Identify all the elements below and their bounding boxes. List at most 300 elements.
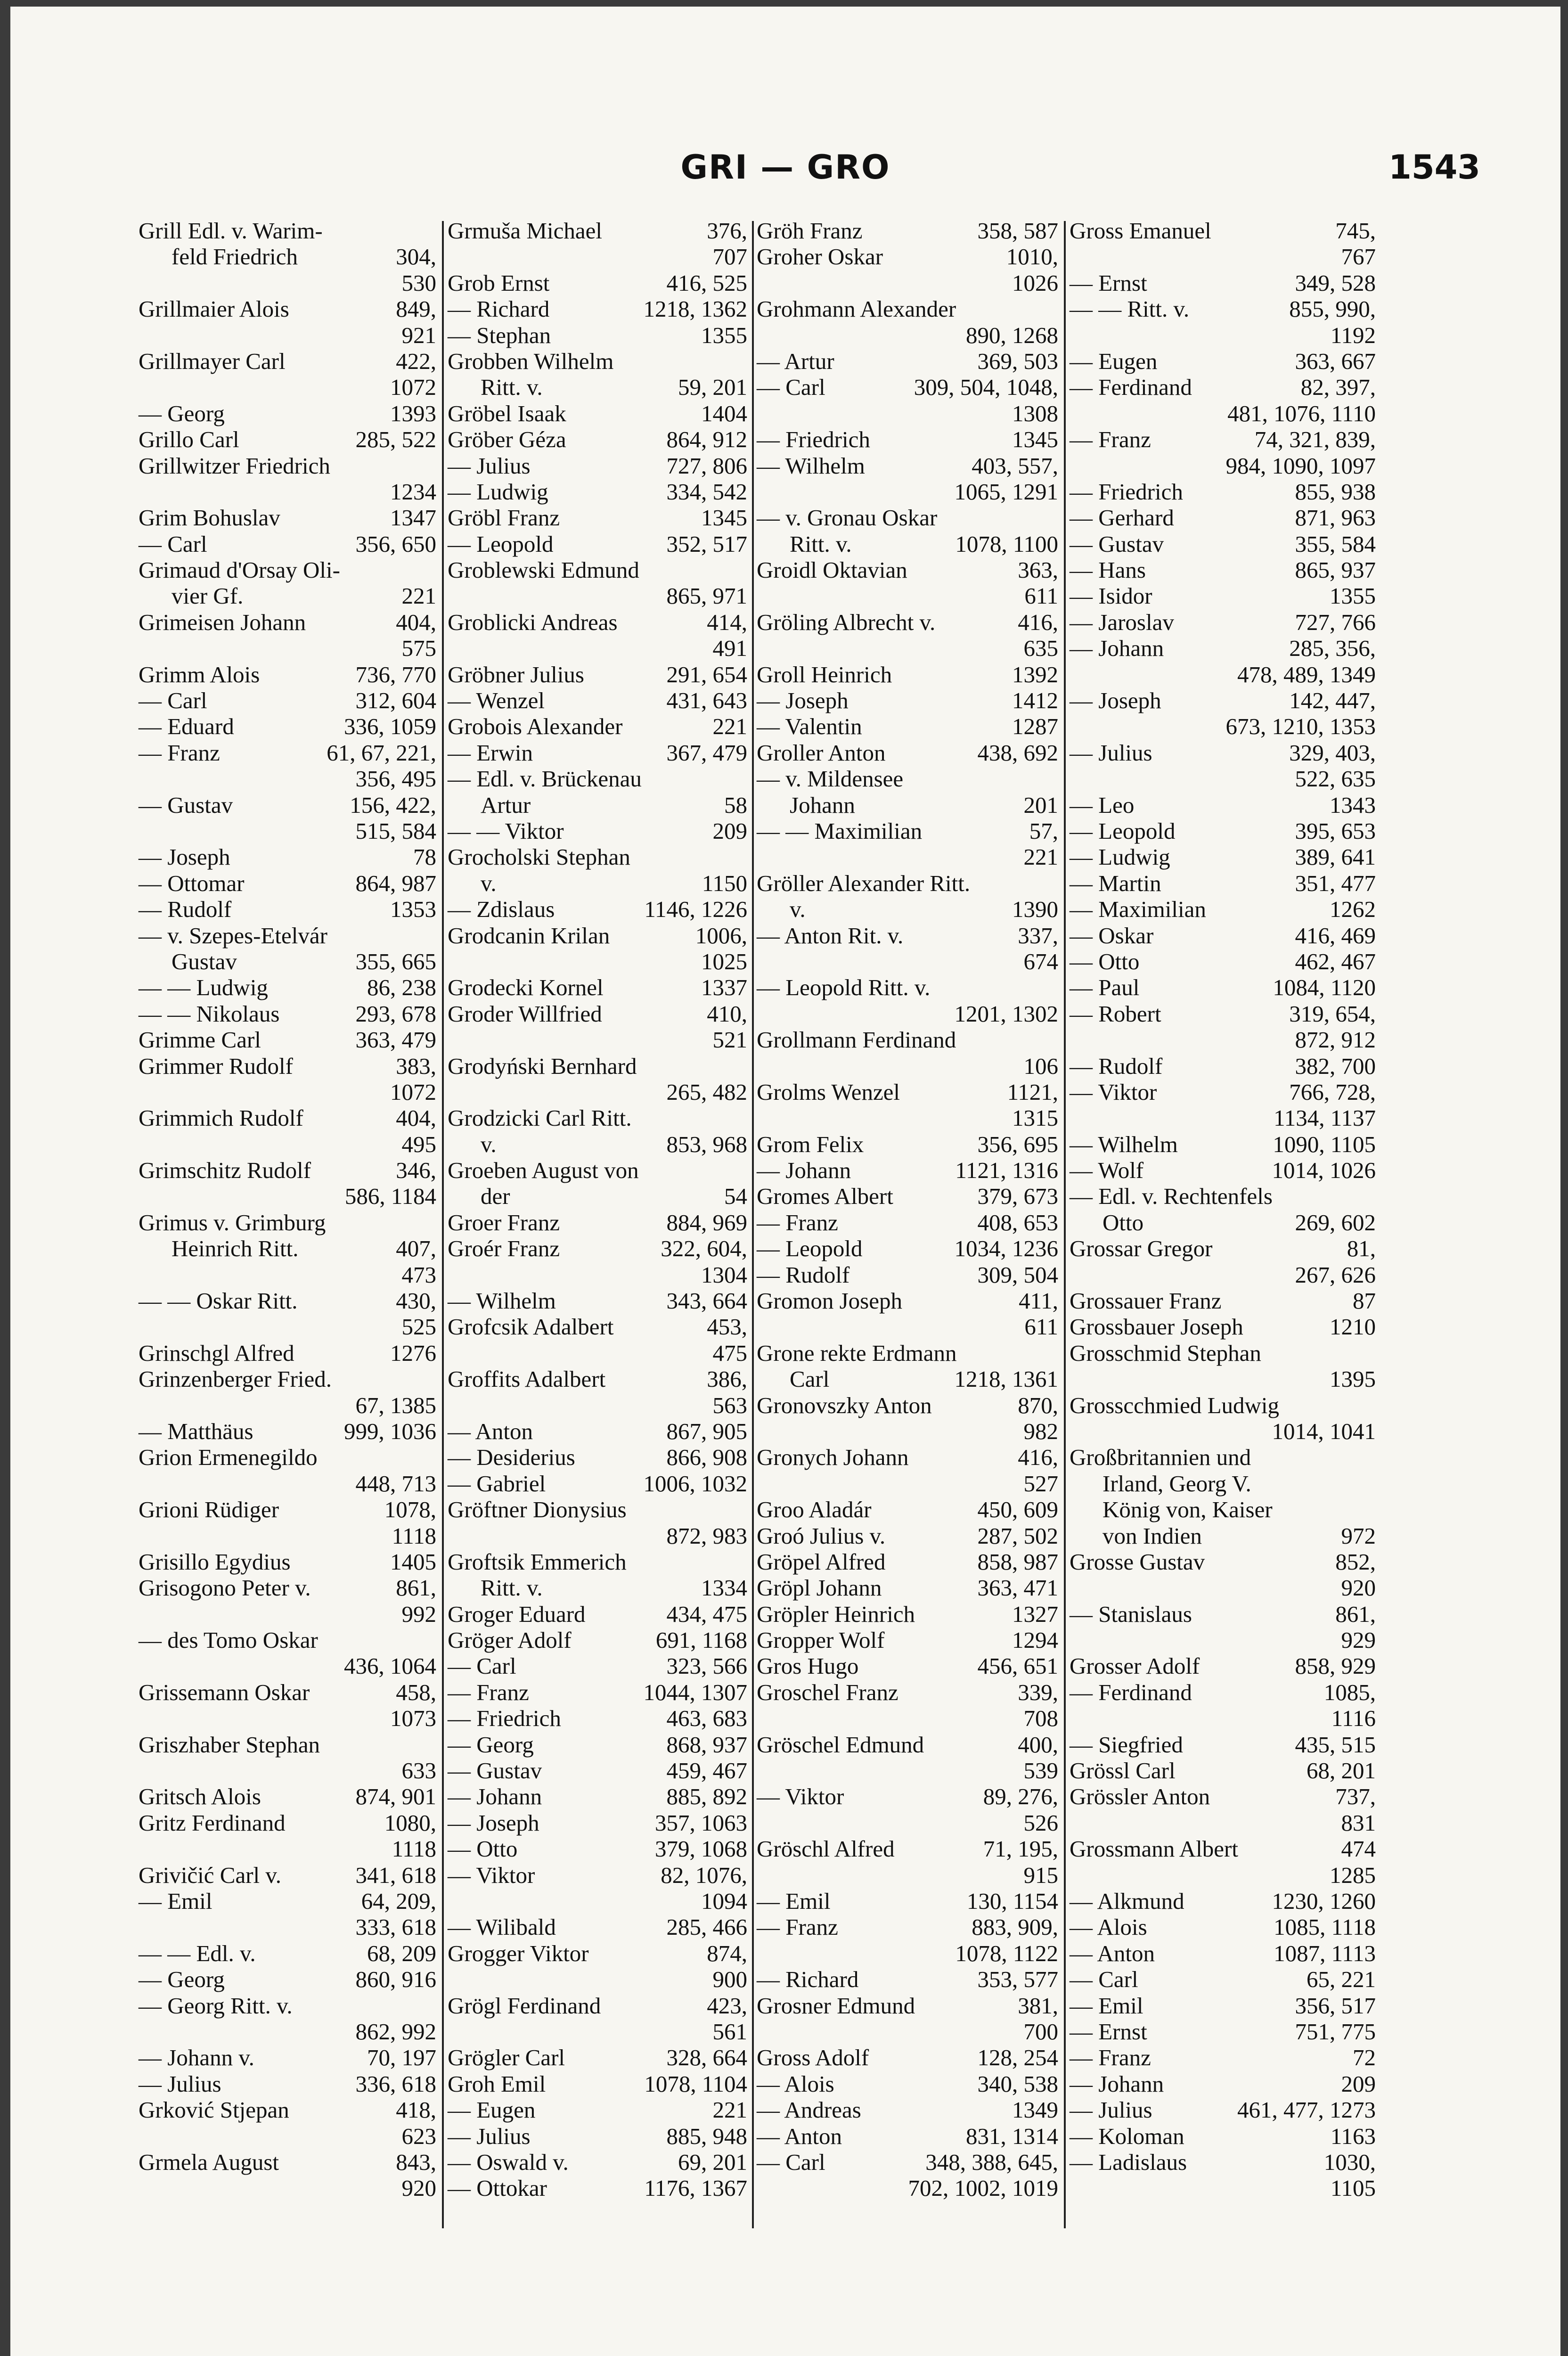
index-entry bbox=[139, 1418, 436, 1444]
entry-name: Grossauer Franz bbox=[1070, 1288, 1222, 1314]
entry-pages: 389, 641 bbox=[1295, 844, 1376, 870]
index-entry bbox=[757, 296, 1058, 322]
index-entry bbox=[139, 974, 436, 1000]
entry-name: König von, Kaiser bbox=[1102, 1497, 1273, 1523]
entry-name: Grolms Wenzel bbox=[757, 1079, 900, 1105]
index-entry bbox=[757, 2045, 1058, 2070]
entry-name: — Oswald v. bbox=[448, 2149, 569, 2175]
entry-name: Gromes Albert bbox=[757, 1183, 893, 1210]
index-entry bbox=[757, 1732, 1058, 1758]
entry-pages: 312, 604 bbox=[355, 687, 436, 714]
entry-pages: 357, 1063 bbox=[655, 1809, 747, 1836]
entry-pages: 386, bbox=[707, 1366, 747, 1392]
entry-name: — — Maximilian bbox=[757, 818, 923, 844]
index-entry bbox=[757, 1314, 1058, 1340]
entry-name: — Rudolf bbox=[139, 896, 232, 923]
entry-name: — — Viktor bbox=[448, 818, 564, 844]
index-entry bbox=[1070, 870, 1376, 896]
index-entry bbox=[139, 1549, 436, 1575]
index-entry bbox=[757, 2097, 1058, 2123]
entry-name: — v. Gronau Oskar bbox=[757, 505, 938, 531]
index-entry bbox=[1070, 923, 1376, 949]
index-entry bbox=[757, 740, 1058, 766]
entry-name: — Eugen bbox=[1070, 348, 1158, 374]
index-entry bbox=[139, 1053, 436, 1079]
entry-name: Groidl Oktavian bbox=[757, 557, 907, 583]
index-entry bbox=[1070, 531, 1376, 557]
index-entry bbox=[1070, 1653, 1376, 1679]
entry-name: — Leopold Ritt. v. bbox=[757, 974, 931, 1001]
entry-pages: 872, 912 bbox=[1295, 1027, 1376, 1053]
entry-pages: 855, 990, bbox=[1289, 296, 1376, 322]
entry-pages: 70, 197 bbox=[367, 2045, 436, 2071]
entry-name: Groller Anton bbox=[757, 739, 886, 766]
entry-pages: 221 bbox=[1023, 844, 1058, 870]
entry-pages: 868, 937 bbox=[666, 1731, 747, 1758]
index-entry bbox=[1070, 1966, 1376, 1992]
index-entry bbox=[448, 792, 747, 818]
entry-pages: 221 bbox=[712, 713, 747, 740]
index-entry bbox=[757, 1288, 1058, 1314]
entry-pages: 1192 bbox=[1330, 322, 1376, 348]
index-entry bbox=[757, 531, 1058, 557]
entry-pages: 221 bbox=[712, 2097, 747, 2123]
index-entry bbox=[1070, 1523, 1376, 1549]
index-entry bbox=[1070, 1862, 1376, 1888]
entry-pages: 561 bbox=[712, 2018, 747, 2045]
entry-pages: 1078, 1104 bbox=[644, 2070, 747, 2097]
index-entry bbox=[1070, 1836, 1376, 1862]
entry-name: Gröbl Franz bbox=[448, 505, 560, 531]
entry-pages: 87 bbox=[1353, 1288, 1376, 1314]
index-entry bbox=[139, 1575, 436, 1601]
index-entry bbox=[757, 1940, 1058, 1966]
entry-pages: 920 bbox=[1341, 1575, 1376, 1601]
entry-name: Ritt. v. bbox=[790, 531, 852, 557]
entry-pages: 349, 528 bbox=[1295, 270, 1376, 296]
entry-pages: 700 bbox=[1023, 2018, 1058, 2045]
index-entry bbox=[1070, 2149, 1376, 2175]
index-entry bbox=[757, 844, 1058, 870]
entry-name: — — Edl. v. bbox=[139, 1940, 256, 1966]
entry-name: v. bbox=[790, 896, 806, 923]
entry-pages: 438, 692 bbox=[977, 739, 1058, 766]
entry-name: — Desiderius bbox=[448, 1444, 575, 1471]
entry-name: — Friedrich bbox=[757, 426, 870, 453]
index-entry bbox=[1070, 1914, 1376, 1940]
index-entry bbox=[1070, 949, 1376, 974]
index-entry bbox=[139, 2123, 436, 2149]
entry-name: — Stephan bbox=[448, 322, 551, 348]
entry-name: — Paul bbox=[1070, 974, 1140, 1001]
index-entry bbox=[448, 531, 747, 557]
index-entry bbox=[757, 1444, 1058, 1470]
index-entry bbox=[139, 270, 436, 296]
entry-name: der bbox=[481, 1183, 510, 1210]
entry-name: Groeben August von bbox=[448, 1157, 639, 1184]
index-entry bbox=[139, 1471, 436, 1497]
index-entry bbox=[139, 2175, 436, 2201]
entry-pages: 403, 557, bbox=[972, 452, 1058, 479]
index-entry bbox=[139, 844, 436, 870]
entry-pages: 673, 1210, 1353 bbox=[1225, 713, 1376, 740]
entry-name: — Johann bbox=[757, 1157, 851, 1184]
index-entry bbox=[757, 1549, 1058, 1575]
entry-pages: 884, 969 bbox=[666, 1209, 747, 1235]
index-entry bbox=[448, 949, 747, 974]
entry-pages: 1084, 1120 bbox=[1273, 974, 1376, 1001]
entry-pages: 860, 916 bbox=[355, 1966, 436, 1993]
index-entry bbox=[448, 1705, 747, 1731]
entry-pages: 526 bbox=[1023, 1809, 1058, 1836]
index-entry bbox=[1070, 583, 1376, 609]
entry-pages: 1121, 1316 bbox=[955, 1157, 1058, 1184]
entry-name: — Joseph bbox=[1070, 687, 1161, 714]
index-entry bbox=[1070, 426, 1376, 452]
entry-name: — Emil bbox=[1070, 1992, 1143, 2019]
entry-name: — Johann bbox=[1070, 635, 1164, 662]
index-entry bbox=[448, 974, 747, 1000]
index-entry bbox=[1070, 557, 1376, 583]
index-entry bbox=[448, 2045, 747, 2070]
index-entry bbox=[757, 1653, 1058, 1679]
entry-name: Gropper Wolf bbox=[757, 1627, 885, 1653]
index-entry bbox=[139, 1940, 436, 1966]
index-entry bbox=[1070, 1497, 1376, 1522]
index-entry bbox=[757, 1053, 1058, 1079]
entry-pages: 1034, 1236 bbox=[954, 1235, 1058, 1262]
entry-pages: 201 bbox=[1023, 792, 1058, 818]
entry-pages: 382, 700 bbox=[1295, 1053, 1376, 1079]
index-entry bbox=[757, 1366, 1058, 1392]
entry-pages: 751, 775 bbox=[1295, 2018, 1376, 2045]
entry-pages: 351, 477 bbox=[1295, 870, 1376, 896]
index-entry bbox=[1070, 792, 1376, 818]
entry-name: — v. Mildensee bbox=[757, 766, 904, 792]
index-entry bbox=[448, 2149, 747, 2175]
entry-pages: 858, 987 bbox=[977, 1548, 1058, 1575]
index-entry bbox=[757, 374, 1058, 400]
index-entry bbox=[448, 426, 747, 452]
entry-name: — Stanislaus bbox=[1070, 1601, 1192, 1627]
entry-pages: 1355 bbox=[701, 322, 747, 348]
index-entry bbox=[139, 896, 436, 922]
page-number: 1543 bbox=[1388, 148, 1480, 187]
index-entry bbox=[448, 1914, 747, 1940]
entry-pages: 334, 542 bbox=[666, 478, 747, 505]
entry-name: — Koloman bbox=[1070, 2123, 1184, 2149]
index-entry bbox=[1070, 1705, 1376, 1731]
entry-name: — Georg bbox=[448, 1731, 534, 1758]
entry-name: Grobben Wilhelm bbox=[448, 348, 614, 374]
index-entry bbox=[757, 1027, 1058, 1053]
entry-pages: 611 bbox=[1024, 583, 1058, 609]
entry-pages: 209 bbox=[712, 818, 747, 844]
index-entry bbox=[1070, 1601, 1376, 1627]
column-rule bbox=[442, 221, 444, 2228]
index-entry bbox=[757, 270, 1058, 296]
entry-pages: 461, 477, 1273 bbox=[1237, 2097, 1376, 2123]
entry-pages: 633 bbox=[401, 1758, 436, 1784]
index-column-1 bbox=[139, 218, 436, 2231]
index-entry bbox=[139, 662, 436, 687]
index-entry bbox=[139, 870, 436, 896]
entry-pages: 1353 bbox=[390, 896, 436, 923]
index-entry bbox=[757, 2149, 1058, 2175]
entry-pages: 852, bbox=[1335, 1548, 1376, 1575]
index-entry bbox=[1070, 1575, 1376, 1601]
entry-pages: 72 bbox=[1353, 2045, 1376, 2071]
entry-name: Grössl Carl bbox=[1070, 1758, 1176, 1784]
entry-pages: 853, 968 bbox=[666, 1131, 747, 1157]
entry-pages: 458, bbox=[396, 1679, 436, 1705]
index-entry bbox=[448, 2123, 747, 2149]
index-entry bbox=[757, 1001, 1058, 1027]
entry-pages: 900 bbox=[712, 1966, 747, 1993]
index-entry bbox=[1070, 2175, 1376, 2201]
entry-name: — Richard bbox=[448, 296, 550, 322]
index-entry bbox=[448, 557, 747, 583]
entry-pages: 463, 683 bbox=[666, 1705, 747, 1732]
index-entry bbox=[757, 609, 1058, 635]
index-entry bbox=[1070, 1993, 1376, 2019]
entry-pages: 353, 577 bbox=[977, 1966, 1058, 1993]
entry-name: Groo Aladár bbox=[757, 1497, 872, 1523]
column-rule bbox=[1064, 221, 1066, 2228]
entry-pages: 309, 504, 1048, bbox=[914, 374, 1058, 401]
entry-pages: 322, 604, bbox=[661, 1235, 747, 1262]
entry-pages: 78 bbox=[413, 844, 436, 870]
entry-pages: 459, 467 bbox=[666, 1758, 747, 1784]
entry-name: Gritsch Alois bbox=[139, 1783, 261, 1810]
index-entry bbox=[1070, 348, 1376, 374]
entry-name: — Leo bbox=[1070, 792, 1135, 818]
index-entry bbox=[757, 1966, 1058, 1992]
index-entry bbox=[139, 792, 436, 818]
entry-pages: 766, 728, bbox=[1289, 1079, 1376, 1105]
index-entry bbox=[1070, 218, 1376, 244]
entry-pages: 858, 929 bbox=[1295, 1653, 1376, 1679]
index-entry bbox=[139, 505, 436, 531]
entry-pages: 65, 221 bbox=[1307, 1966, 1376, 1993]
index-entry bbox=[448, 1392, 747, 1418]
entry-pages: 1285 bbox=[1330, 1862, 1376, 1888]
index-entry bbox=[448, 1418, 747, 1444]
entry-name: — Jaroslav bbox=[1070, 609, 1174, 635]
entry-name: — Wilhelm bbox=[757, 452, 865, 479]
entry-name: — Eduard bbox=[139, 713, 234, 740]
index-entry bbox=[757, 974, 1058, 1000]
entry-pages: 1072 bbox=[390, 1079, 436, 1105]
entry-name: Grivičić Carl v. bbox=[139, 1862, 281, 1888]
entry-name: Gross Adolf bbox=[757, 2045, 869, 2071]
entry-name: Grković Stjepan bbox=[139, 2097, 289, 2123]
index-entry bbox=[1070, 1888, 1376, 1914]
index-entry bbox=[448, 740, 747, 766]
index-entry bbox=[139, 1157, 436, 1183]
index-entry bbox=[1070, 766, 1376, 792]
entry-pages: 319, 654, bbox=[1289, 1000, 1376, 1027]
entry-name: — Maximilian bbox=[1070, 896, 1206, 923]
entry-pages: 1025 bbox=[701, 948, 747, 974]
entry-pages: 267, 626 bbox=[1295, 1261, 1376, 1288]
entry-name: — Franz bbox=[139, 739, 220, 766]
entry-pages: 416, bbox=[1018, 609, 1058, 635]
entry-pages: 448, 713 bbox=[355, 1470, 436, 1497]
entry-name: — Ladislaus bbox=[1070, 2149, 1187, 2175]
index-entry bbox=[1070, 974, 1376, 1000]
entry-name: — Ferdinand bbox=[1070, 1679, 1192, 1705]
entry-pages: 1090, 1105 bbox=[1273, 1131, 1376, 1157]
index-entry bbox=[448, 270, 747, 296]
entry-pages: 1030, bbox=[1323, 2149, 1376, 2175]
index-entry bbox=[448, 1471, 747, 1497]
entry-pages: 436, 1064 bbox=[344, 1653, 436, 1679]
entry-name: — Julius bbox=[1070, 739, 1152, 766]
index-entry bbox=[1070, 1027, 1376, 1053]
entry-pages: 69, 201 bbox=[678, 2149, 747, 2175]
entry-name: — Isidor bbox=[1070, 583, 1152, 609]
entry-pages: 474 bbox=[1341, 1836, 1376, 1862]
entry-pages: 418, bbox=[396, 2097, 436, 2123]
index-entry bbox=[139, 949, 436, 974]
index-entry bbox=[757, 1262, 1058, 1288]
index-entry bbox=[1070, 1183, 1376, 1209]
entry-name: Gröschel Edmund bbox=[757, 1731, 924, 1758]
entry-name: Grodzicki Carl Ritt. bbox=[448, 1105, 632, 1131]
index-entry bbox=[1070, 244, 1376, 270]
index-entry bbox=[757, 218, 1058, 244]
entry-pages: 635 bbox=[1023, 635, 1058, 662]
entry-name: Groll Heinrich bbox=[757, 661, 892, 687]
entry-name: Gross Emanuel bbox=[1070, 218, 1211, 244]
index-entry bbox=[1070, 1783, 1376, 1809]
entry-pages: 71, 195, bbox=[983, 1836, 1058, 1862]
entry-name: — Edl. v. Rechtenfels bbox=[1070, 1183, 1273, 1210]
entry-name: — Otto bbox=[1070, 948, 1140, 974]
entry-name: Grimus v. Grimburg bbox=[139, 1209, 326, 1235]
index-entry bbox=[139, 1732, 436, 1758]
entry-name: — Emil bbox=[757, 1888, 831, 1914]
entry-pages: 1334 bbox=[701, 1575, 747, 1601]
entry-pages: 1304 bbox=[701, 1261, 747, 1288]
entry-name: — Siegfried bbox=[1070, 1731, 1183, 1758]
index-entry bbox=[1070, 1262, 1376, 1288]
entry-pages: 329, 403, bbox=[1289, 739, 1376, 766]
index-entry bbox=[757, 557, 1058, 583]
index-entry bbox=[139, 296, 436, 322]
entry-pages: 1287 bbox=[1012, 713, 1058, 740]
entry-pages: 1163 bbox=[1330, 2123, 1376, 2149]
index-entry bbox=[757, 583, 1058, 609]
index-entry bbox=[139, 2045, 436, 2070]
index-entry bbox=[448, 1288, 747, 1314]
entry-pages: 356, 650 bbox=[355, 531, 436, 557]
entry-name: Groér Franz bbox=[448, 1235, 560, 1262]
entry-pages: 521 bbox=[712, 1027, 747, 1053]
index-entry bbox=[448, 1314, 747, 1340]
entry-pages: 82, 397, bbox=[1300, 374, 1376, 401]
entry-name: Groffits Adalbert bbox=[448, 1366, 606, 1392]
entry-pages: 456, 651 bbox=[977, 1653, 1058, 1679]
entry-pages: 269, 602 bbox=[1295, 1209, 1376, 1235]
entry-name: Groschel Franz bbox=[757, 1679, 898, 1705]
entry-name: Grinzenberger Fried. bbox=[139, 1366, 332, 1392]
index-entry bbox=[757, 1497, 1058, 1522]
directory-page bbox=[10, 7, 1560, 2356]
entry-pages: 285, 466 bbox=[666, 1914, 747, 1940]
entry-pages: 68, 201 bbox=[1307, 1758, 1376, 1784]
entry-pages: 972 bbox=[1341, 1522, 1376, 1549]
index-entry bbox=[1070, 1810, 1376, 1836]
entry-name: — Viktor bbox=[1070, 1079, 1157, 1105]
entry-name: — Ernst bbox=[1070, 270, 1147, 296]
entry-pages: 1078, 1100 bbox=[955, 531, 1058, 557]
entry-name: — Zdislaus bbox=[448, 896, 555, 923]
entry-pages: 563 bbox=[712, 1392, 747, 1418]
entry-pages: 1218, 1362 bbox=[643, 296, 747, 322]
entry-name: — Julius bbox=[448, 452, 531, 479]
entry-pages: 1080, bbox=[384, 1809, 436, 1836]
entry-pages: 293, 678 bbox=[355, 1000, 436, 1027]
entry-name: — Gustav bbox=[139, 792, 233, 818]
index-entry bbox=[757, 1783, 1058, 1809]
entry-name: Groger Eduard bbox=[448, 1601, 586, 1627]
entry-pages: 861, bbox=[1335, 1601, 1376, 1627]
entry-pages: 1116 bbox=[1331, 1705, 1376, 1732]
entry-pages: 1044, 1307 bbox=[643, 1679, 747, 1705]
entry-pages: 339, bbox=[1018, 1679, 1058, 1705]
entry-pages: 414, bbox=[707, 609, 747, 635]
index-entry bbox=[1070, 1235, 1376, 1261]
entry-name: Grom Felix bbox=[757, 1131, 864, 1157]
entry-name: Groder Willfried bbox=[448, 1000, 602, 1027]
entry-pages: 1315 bbox=[1012, 1105, 1058, 1131]
entry-pages: 431, 643 bbox=[666, 687, 747, 714]
entry-name: Grodyński Bernhard bbox=[448, 1053, 637, 1079]
index-entry bbox=[448, 1001, 747, 1027]
entry-pages: 404, bbox=[396, 1105, 436, 1131]
index-entry bbox=[448, 896, 747, 922]
entry-pages: 855, 938 bbox=[1295, 478, 1376, 505]
entry-name: von Indien bbox=[1102, 1522, 1202, 1549]
entry-pages: 473 bbox=[401, 1261, 436, 1288]
entry-pages: 999, 1036 bbox=[344, 1418, 436, 1444]
index-entry bbox=[448, 1836, 747, 1862]
entry-name: — Gustav bbox=[1070, 531, 1164, 557]
entry-pages: 515, 584 bbox=[355, 818, 436, 844]
entry-pages: 736, 770 bbox=[355, 661, 436, 687]
entry-name: — Ernst bbox=[1070, 2018, 1147, 2045]
entry-name: — Ottomar bbox=[139, 870, 245, 896]
entry-name: Johann bbox=[790, 792, 855, 818]
entry-pages: 727, 766 bbox=[1295, 609, 1376, 635]
index-entry bbox=[757, 322, 1058, 348]
index-entry bbox=[448, 1732, 747, 1758]
index-entry bbox=[139, 1601, 436, 1627]
entry-pages: 1345 bbox=[701, 505, 747, 531]
entry-name: Grössler Anton bbox=[1070, 1783, 1210, 1810]
entry-pages: 982 bbox=[1023, 1418, 1058, 1444]
index-entry bbox=[757, 635, 1058, 661]
entry-pages: 1085, bbox=[1323, 1679, 1376, 1705]
entry-name: Grögl Ferdinand bbox=[448, 1992, 601, 2019]
index-entry bbox=[757, 505, 1058, 531]
entry-name: — Anton bbox=[757, 2123, 842, 2149]
index-entry bbox=[448, 1053, 747, 1079]
index-entry bbox=[448, 1993, 747, 2019]
entry-pages: 1393 bbox=[390, 400, 436, 426]
